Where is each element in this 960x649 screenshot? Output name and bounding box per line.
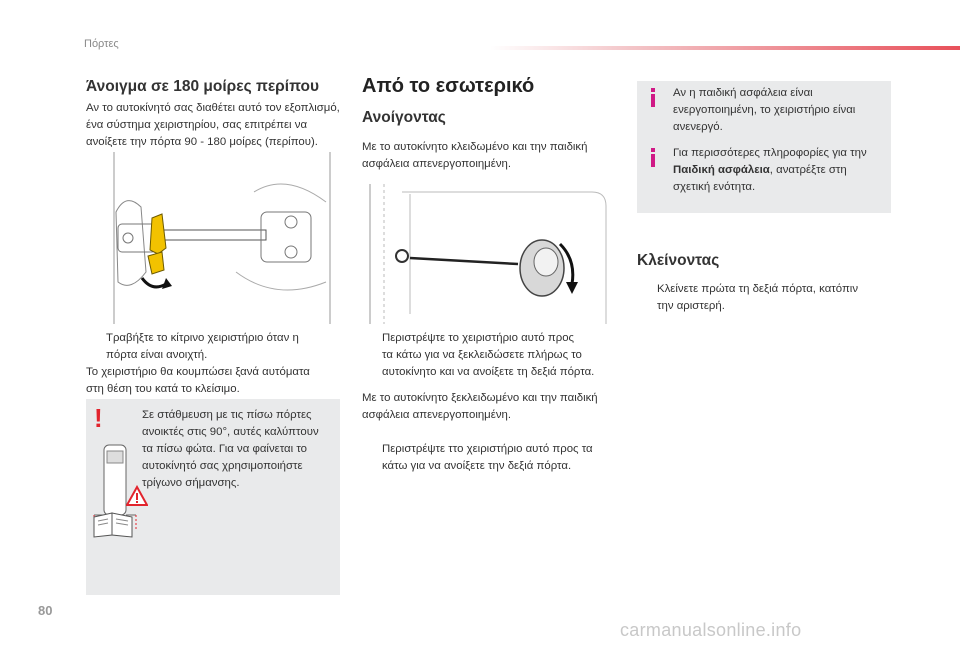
manual-book-icon	[92, 511, 134, 539]
child-lock-link-text: Παιδική ασφάλεια	[673, 164, 770, 176]
interior-heading: Από το εσωτερικό	[362, 75, 535, 97]
open-bullet	[362, 441, 622, 475]
info-line: σχετική ενότητα.	[673, 181, 756, 193]
section-title: Πόρτες	[84, 38, 119, 50]
section-heading-180: Άνοιγμα σε 180 μοίρες περίπου	[86, 78, 319, 95]
auto-relatch-note	[86, 364, 356, 398]
page-number: 80	[38, 603, 53, 618]
condition-line: ασφάλεια απενεργοποιημένη.	[362, 158, 512, 170]
info-line: ενεργοποιημένη, το χειριστήριο είναι	[673, 104, 856, 116]
intro-line: ένα σύστημα χειριστηρίου, σας επιτρέπει να	[86, 119, 308, 131]
condition-line: Με το αυτοκίνητο κλειδωμένο και την παιδική	[362, 141, 588, 153]
bullet-line: πόρτα είναι ανοιχτή.	[106, 349, 208, 361]
unlock-open-bullet	[362, 330, 622, 381]
note-line: Το χειριστήριο θα κουμπώσει ξανά αυτόματα	[86, 366, 310, 378]
bullet-line: Περιστρέψτε ττο χειριστήριο αυτό προς τα	[382, 443, 593, 455]
info-line: Για περισσότερες πληροφορίες για την	[673, 147, 867, 159]
info-line-tail: , ανατρέξτε στη	[769, 164, 847, 176]
warning-box	[86, 399, 340, 595]
warning-text	[142, 407, 338, 492]
info-line	[673, 162, 887, 179]
warning-line: τρίγωνο σήμανσης.	[142, 477, 240, 489]
closing-subheading: Κλείνοντας	[637, 252, 720, 269]
info-line: ανενεργό.	[673, 121, 723, 133]
info-box	[637, 81, 891, 213]
warning-triangle-icon	[126, 485, 148, 507]
opening-subheading: Ανοίγοντας	[362, 109, 446, 126]
header-divider	[490, 46, 960, 50]
info-child-lock-text	[673, 85, 887, 136]
condition-line: ασφάλεια απενεργοποιημένη.	[362, 409, 512, 421]
bullet-line: Κλείνετε πρώτα τη δεξιά πόρτα, κατόπιν	[657, 283, 859, 295]
info-icon	[649, 88, 657, 108]
intro-line: ανοίξετε την πόρτα 90 - 180 μοίρες (περίπου).	[86, 136, 318, 148]
info-icon	[649, 148, 657, 168]
closing-bullet	[637, 281, 891, 315]
interior-handle-illustration	[362, 184, 616, 324]
unlocked-condition-text	[362, 390, 622, 424]
bullet-line: Τραβήξτε το κίτρινο χειριστήριο όταν η	[106, 332, 299, 344]
note-line: στη θέση του κατά το κλείσιμο.	[86, 383, 240, 395]
locked-condition-text	[362, 139, 622, 173]
bullet-line: κάτω για να ανοίξετε την δεξιά πόρτα.	[382, 460, 572, 472]
warning-line: αυτοκίνητό σας χρησιμοποιήστε	[142, 460, 303, 472]
instruction-bullet	[86, 330, 356, 364]
intro-paragraph	[86, 100, 356, 151]
warning-line: Σε στάθμευση με τις πίσω πόρτες	[142, 409, 312, 421]
intro-line: Αν το αυτοκίνητό σας διαθέτει αυτό τον εξοπλισμό,	[86, 102, 340, 114]
warning-line: ανοικτές στις 90°, αυτές καλύπτουν	[142, 426, 319, 438]
warning-line: τα πίσω φώτα. Για να φαίνεται το	[142, 443, 308, 455]
bullet-line: τα κάτω για να ξεκλειδώσετε πλήρως το	[382, 349, 582, 361]
warning-exclamation-icon: !	[94, 403, 103, 433]
bullet-line: την αριστερή.	[657, 300, 725, 312]
watermark: carmanualsonline.info	[620, 620, 802, 640]
bullet-line: Περιστρέψτε το χειριστήριο αυτό προς	[382, 332, 575, 344]
info-reference-text	[673, 145, 887, 196]
bullet-line: αυτοκίνητο και να ανοίξετε τη δεξιά πόρτα.	[382, 366, 595, 378]
door-strap-illustration	[86, 152, 340, 324]
condition-line: Με το αυτοκίνητο ξεκλειδωμένο και την παιδική	[362, 392, 598, 404]
info-line: Αν η παιδική ασφάλεια είναι	[673, 87, 813, 99]
